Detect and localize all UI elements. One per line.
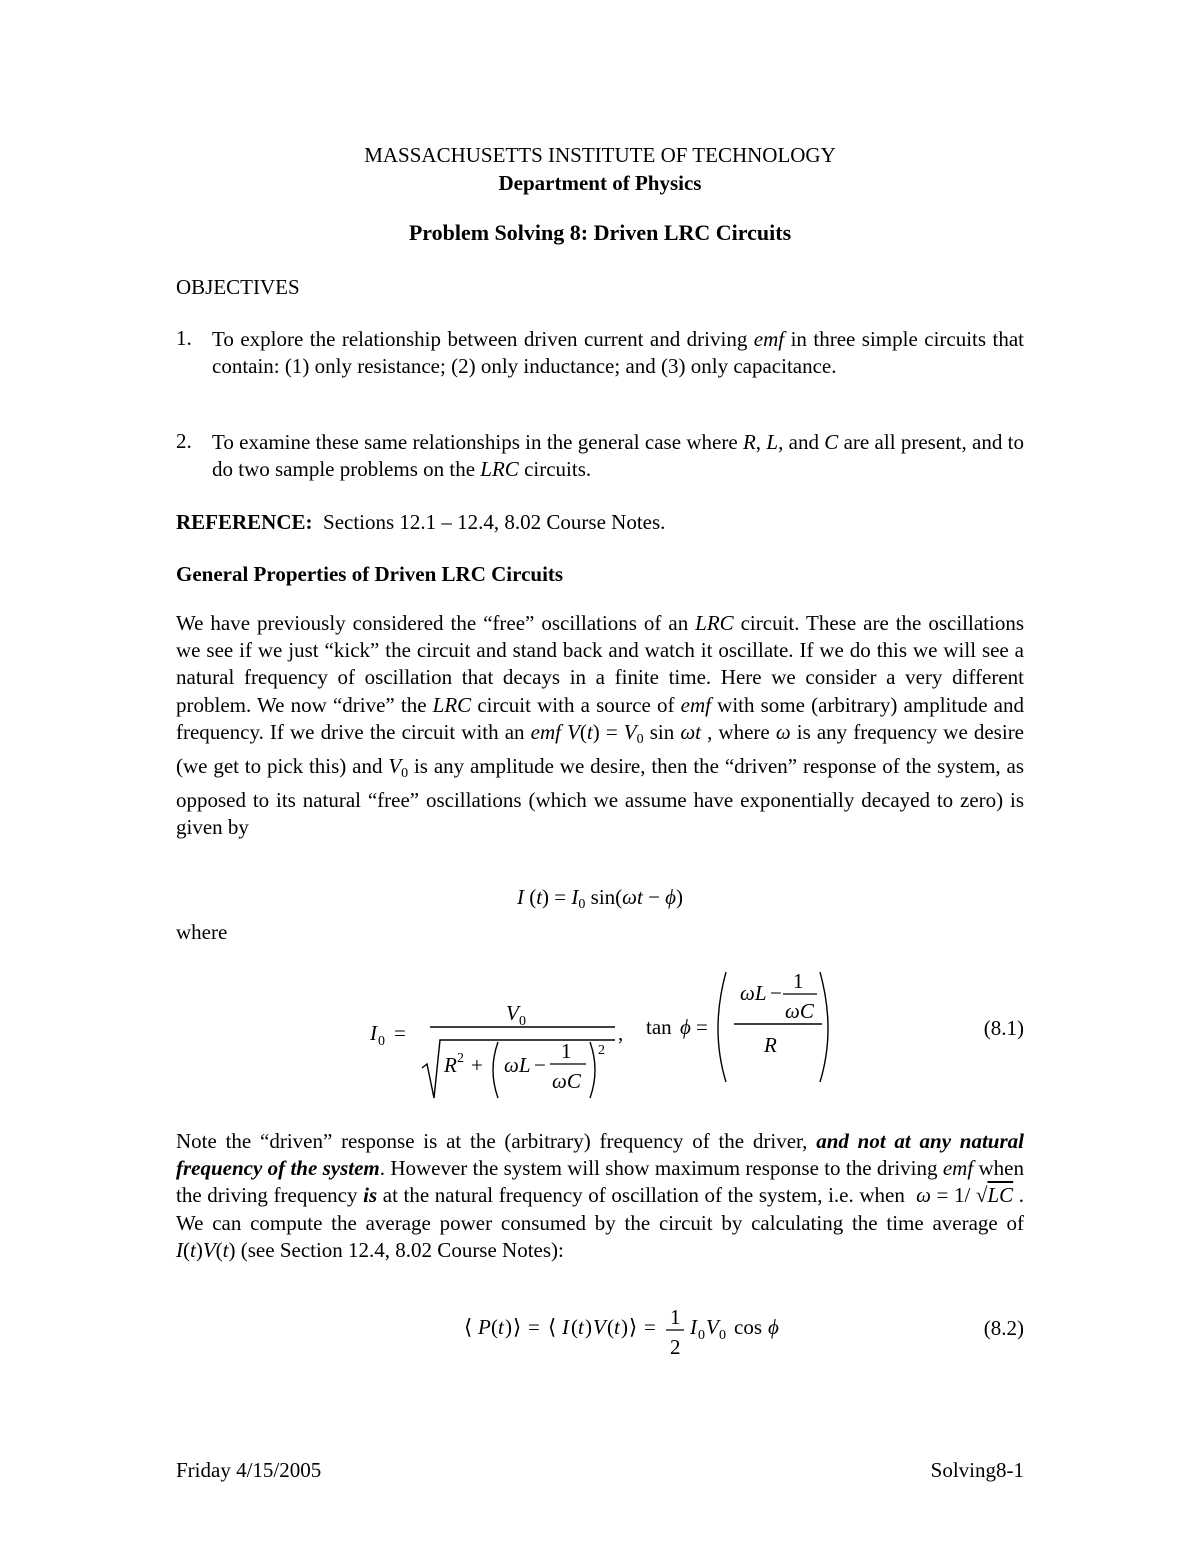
objectives-heading: OBJECTIVES [176, 275, 300, 299]
objective-1-text: To explore the relationship between driven current and driving emf in three simple circuits that contain: (1) only resistance; (2) only inductance; and (3) only capacitance. [212, 327, 1025, 378]
svg-text:0: 0 [378, 1034, 385, 1049]
paragraph-resonance: Note the “driven” response is at the (arbitrary) frequency of the driver, and not at any natural frequency of the system. However the system will show maximum response to the driving emf when the driving frequency is at the natural frequency of oscillation of the system, i.e. when ω = 1/ √LC . We can compute the average power consumed by the circuit by calculating the time average of I(t)V(t) (see Section 12.4, 8.02 Course Notes): [176, 1129, 1025, 1262]
svg-text:+: + [471, 1053, 483, 1077]
svg-text:t: t [614, 1315, 620, 1339]
section-heading: General Properties of Driven LRC Circuits [176, 562, 564, 586]
svg-text:ωL: ωL [740, 981, 767, 1005]
equation-8-2-label: (8.2) [983, 1316, 1024, 1340]
document-title: Problem Solving 8: Driven LRC Circuits [408, 220, 792, 245]
footer-page-id: Solving8-1 [930, 1458, 1024, 1482]
paragraph-free-vs-driven: We have previously considered the “free” oscillations of an LRC circuit. These are the oscillations we see if we just “kick” the circuit and stand back and watch it oscillate. If we do this we will see a natural frequency of oscillation that decays in a finite time. Here we consider a very different problem. We now “drive” the LRC circuit with a source of emf with some (arbitrary) amplitude and frequency. If we drive the circuit with an emf $V(t) = V_0$ sin ωt , where ω is any frequency we desire (we get to pick this) and $V_0$ is any amplitude we desire, then the “driven” response of the system, as opposed to its natural “free” oscillations (which we assume have exponentially decayed to zero) is given by [176, 611, 1025, 840]
svg-text:1: 1 [561, 1039, 572, 1063]
svg-text:(: ( [571, 1315, 578, 1339]
svg-text:V: V [593, 1315, 606, 1339]
svg-text:ϕ: ϕ [768, 1315, 779, 1339]
svg-text:ωC: ωC [785, 999, 814, 1023]
svg-text:I: I [370, 1021, 377, 1045]
objective-2-text: To examine these same relationships in the general case where R, L, and C are all present, and to do two sample problems on the LRC circuits. [212, 430, 1025, 481]
svg-text:=: = [528, 1315, 540, 1339]
footer-date: Friday 4/15/2005 [176, 1458, 322, 1482]
svg-text:R: R [444, 1053, 457, 1077]
svg-text:⟩: ⟩ [513, 1315, 522, 1339]
equation-8-1-label: (8.1) [983, 1016, 1024, 1040]
svg-text:,: , [618, 1021, 624, 1045]
svg-text:−: − [770, 981, 782, 1005]
institution-name: MASSACHUSETTS INSTITUTE OF TECHNOLOGY [364, 143, 836, 167]
svg-text:): ) [505, 1315, 512, 1339]
svg-text:0: 0 [698, 1328, 705, 1343]
objective-2-number: 2. [176, 429, 192, 453]
svg-text:t: t [578, 1315, 584, 1339]
svg-text:=: = [394, 1021, 406, 1045]
svg-text:V: V [506, 1001, 519, 1025]
svg-text:V: V [706, 1315, 719, 1339]
reference-line: REFERENCE: Sections 12.1 – 12.4, 8.02 Course Notes. [176, 510, 666, 534]
equation-current: I $(t) = I_0$ sin(ωt − ϕ) [516, 885, 684, 912]
svg-text:): ) [585, 1315, 592, 1339]
svg-text:P: P [478, 1315, 491, 1339]
svg-text:I: I [562, 1315, 569, 1339]
equation-8-2 [460, 1300, 800, 1364]
svg-text:1: 1 [670, 1305, 681, 1329]
svg-text:I: I [690, 1315, 697, 1339]
svg-text:2: 2 [598, 1043, 605, 1058]
svg-text:ωC: ωC [552, 1069, 581, 1093]
svg-text:=: = [696, 1015, 708, 1039]
svg-text:t: t [498, 1315, 504, 1339]
svg-text:ϕ: ϕ [680, 1015, 691, 1039]
svg-text:0: 0 [719, 1328, 726, 1343]
svg-text:ωL: ωL [504, 1053, 531, 1077]
svg-text:⟩: ⟩ [629, 1315, 638, 1339]
department-name: Department of Physics [498, 171, 702, 195]
svg-text:⟨: ⟨ [548, 1315, 557, 1339]
svg-text:0: 0 [519, 1014, 526, 1029]
svg-text:): ) [621, 1315, 628, 1339]
svg-text:tan: tan [646, 1015, 672, 1039]
svg-text:R: R [764, 1033, 777, 1057]
svg-text:(: ( [607, 1315, 614, 1339]
svg-text:(: ( [491, 1315, 498, 1339]
svg-text:2: 2 [670, 1335, 681, 1359]
where-text: where [176, 920, 228, 944]
objective-1-number: 1. [176, 326, 192, 350]
svg-text:1: 1 [793, 969, 804, 993]
equation-8-1 [360, 960, 860, 1110]
svg-text:=: = [644, 1315, 656, 1339]
svg-text:2: 2 [457, 1051, 464, 1066]
svg-text:−: − [534, 1053, 546, 1077]
svg-text:⟨: ⟨ [464, 1315, 473, 1339]
svg-text:cos: cos [734, 1315, 762, 1339]
